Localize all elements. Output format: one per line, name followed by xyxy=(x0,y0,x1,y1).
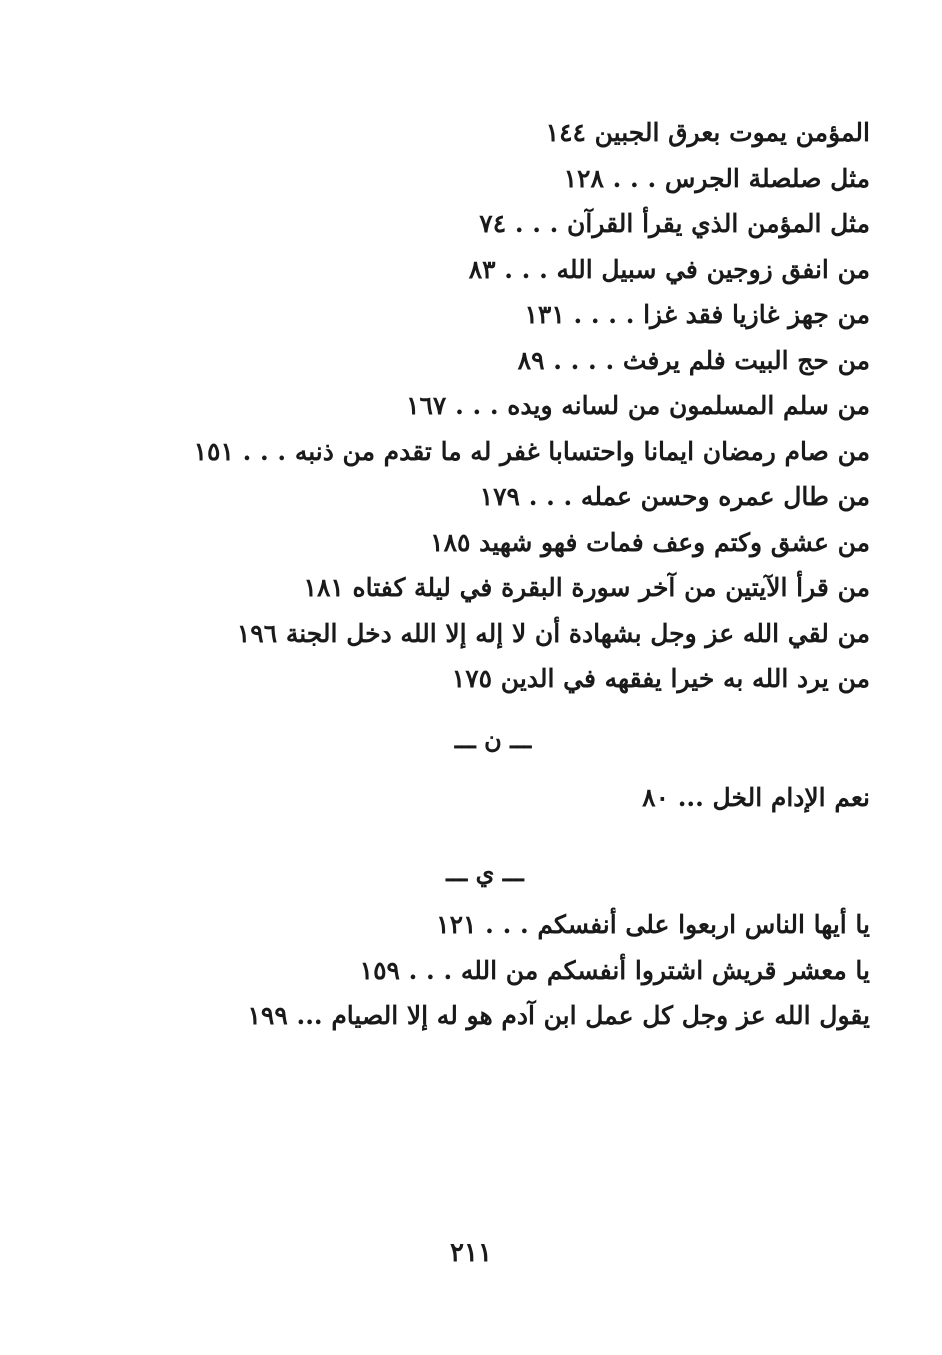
index-entry: يقول الله عز وجل كل عمل ابن آدم هو له إلا الصيام ... ١٩٩ xyxy=(247,1001,870,1030)
page-number: ٢١١ xyxy=(450,1238,492,1268)
index-entry: من طال عمره وحسن عمله . . . ١٧٩ xyxy=(479,482,870,511)
index-entry: مثل صلصلة الجرس . . . ١٢٨ xyxy=(563,163,870,193)
index-entry: مثل المؤمن الذي يقرأ القرآن . . . ٧٤ xyxy=(479,209,870,238)
index-list-ya xyxy=(150,902,870,1039)
index-entry: من حج البيت فلم يرفث . . . . ٨٩ xyxy=(517,345,870,375)
index-entry: من جهز غازيا فقد غزا . . . . ١٣١ xyxy=(524,300,870,329)
index-list-nun xyxy=(150,775,870,821)
index-entry: يا معشر قريش اشتروا أنفسكم من الله . . . ١٥٩ xyxy=(359,955,870,985)
index-entry: من لقي الله عز وجل بشهادة أن لا إله إلا الله دخل الجنة ١٩٦ xyxy=(236,618,870,648)
index-entry: المؤمن يموت بعرق الجبين ١٤٤ xyxy=(545,118,870,147)
index-entry: من انفق زوجين في سبيل الله . . . ٨٣ xyxy=(468,254,870,284)
section-heading-nun: ـــ ن ـــ xyxy=(454,725,532,754)
index-entry: من سلم المسلمون من لسانه ويده . . . ١٦٧ xyxy=(406,391,870,420)
index-entry: من عشق وكتم وعف فمات فهو شهيد ١٨٥ xyxy=(430,527,870,557)
index-entry: من يرد الله به خيرا يفقهه في الدين ١٧٥ xyxy=(451,664,870,693)
index-entry: نعم الإدام الخل ... ٨٠ xyxy=(642,783,870,812)
index-entry: من قرأ الآيتين من آخر سورة البقرة في ليلة كفتاه ١٨١ xyxy=(303,573,870,602)
index-list-meem xyxy=(150,110,870,702)
index-entry: من صام رمضان ايمانا واحتسابا غفر له ما تقدم من ذنبه . . . ١٥١ xyxy=(193,436,870,466)
section-heading-ya: ـــ ي ـــ xyxy=(446,858,524,887)
index-entry: يا أيها الناس اربعوا على أنفسكم . . . ١٢١ xyxy=(436,910,870,939)
